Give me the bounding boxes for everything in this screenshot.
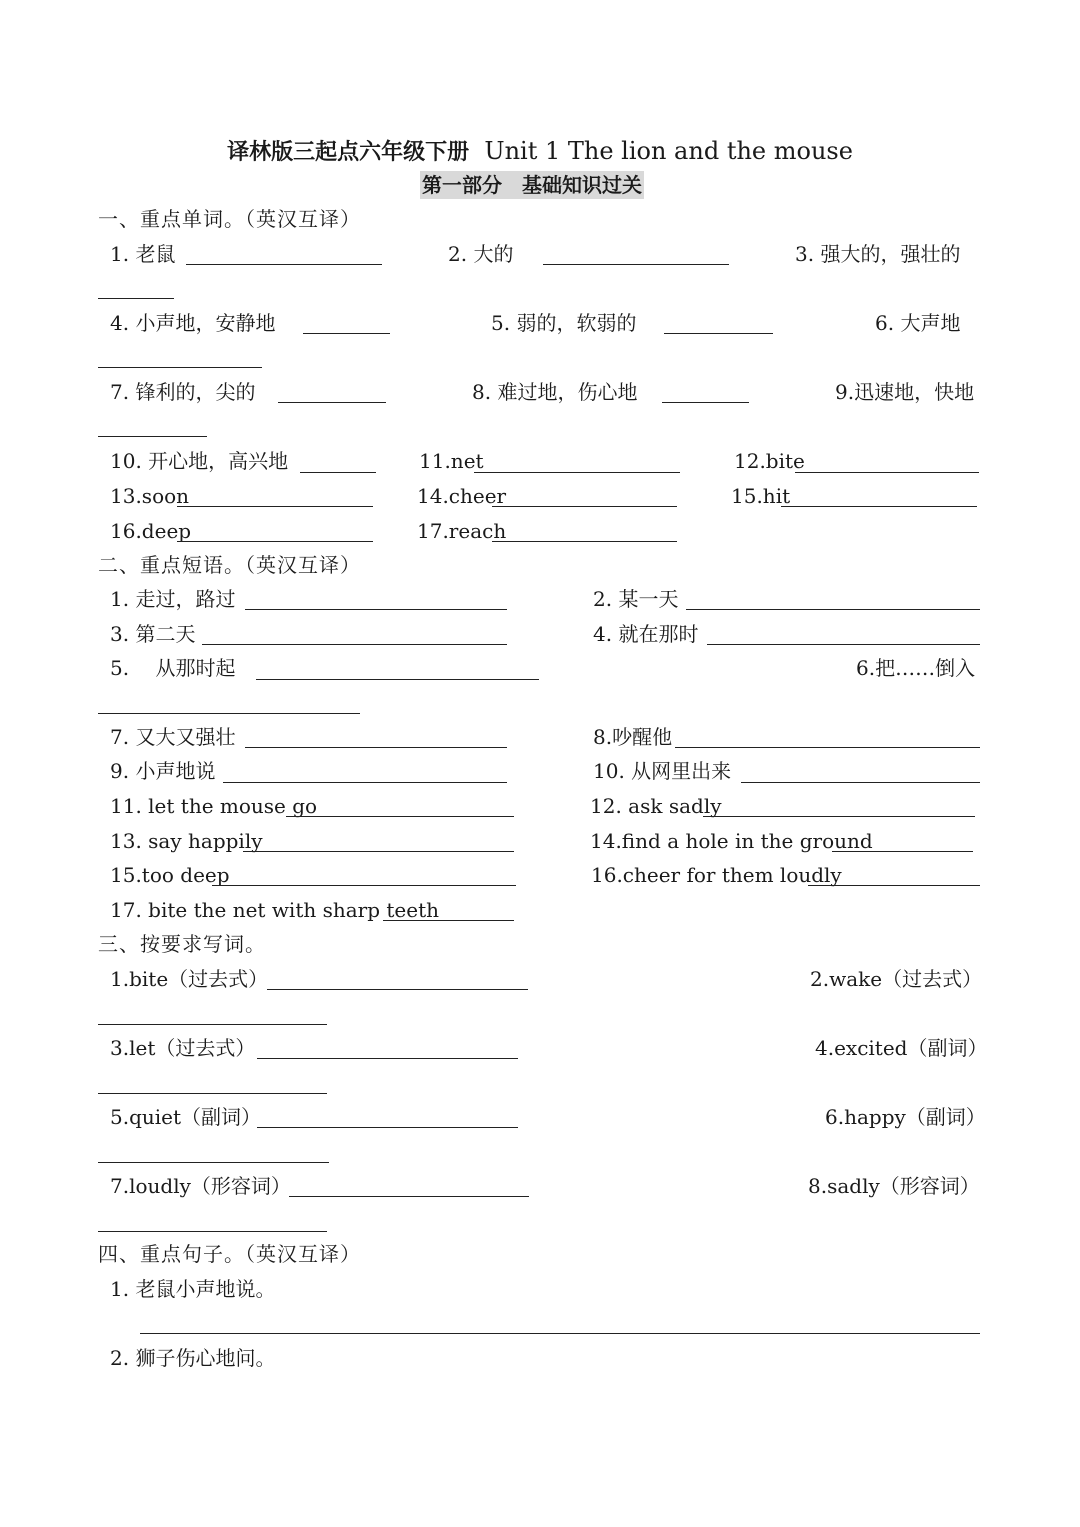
phrase-item-9: 9. 小声地说 bbox=[110, 759, 216, 783]
answer-blank[interactable] bbox=[492, 506, 677, 507]
word-item-10: 10. 开心地，高兴地 bbox=[110, 449, 289, 473]
answer-blank[interactable] bbox=[223, 782, 507, 783]
answer-blank[interactable] bbox=[212, 885, 516, 886]
form-item-4: 4.excited（副词） bbox=[815, 1036, 988, 1060]
answer-blank[interactable] bbox=[703, 816, 975, 817]
word-item-16: 16.deep bbox=[110, 519, 192, 543]
answer-blank[interactable] bbox=[664, 333, 773, 334]
phrase-item-13: 13. say happily bbox=[110, 829, 263, 853]
answer-blank[interactable] bbox=[140, 1333, 980, 1334]
form-item-8: 8.sadly（形容词） bbox=[808, 1174, 980, 1198]
answer-blank[interactable] bbox=[286, 816, 514, 817]
word-item-7: 7. 锋利的，尖的 bbox=[110, 380, 256, 404]
page-title bbox=[0, 136, 1080, 168]
answer-blank[interactable] bbox=[256, 679, 539, 680]
phrase-item-3: 3. 第二天 bbox=[110, 622, 196, 646]
phrase-item-12: 12. ask sadly bbox=[590, 794, 722, 818]
word-item-15: 15.hit bbox=[731, 484, 791, 508]
form-item-7: 7.loudly（形容词） bbox=[110, 1174, 291, 1198]
answer-blank[interactable] bbox=[98, 1231, 327, 1232]
answer-blank[interactable] bbox=[177, 541, 373, 542]
answer-blank[interactable] bbox=[202, 644, 507, 645]
answer-blank[interactable] bbox=[278, 402, 386, 403]
form-item-1: 1.bite（过去式） bbox=[110, 967, 269, 991]
answer-blank[interactable] bbox=[662, 402, 749, 403]
form-item-6: 6.happy（副词） bbox=[825, 1105, 986, 1129]
phrase-item-8: 8.吵醒他 bbox=[593, 725, 673, 749]
word-item-13: 13.soon bbox=[110, 484, 190, 508]
word-item-8: 8. 难过地，伤心地 bbox=[472, 380, 638, 404]
section-heading-sentences: 四、重点句子。（英汉互译） bbox=[98, 1242, 361, 1266]
phrase-item-11: 11. let the mouse go bbox=[110, 794, 318, 818]
word-item-3: 3. 强大的，强壮的 bbox=[795, 242, 961, 266]
word-item-5: 5. 弱的，软弱的 bbox=[491, 311, 637, 335]
phrase-item-10: 10. 从网里出来 bbox=[593, 759, 732, 783]
answer-blank[interactable] bbox=[257, 1058, 518, 1059]
answer-blank[interactable] bbox=[267, 989, 528, 990]
answer-blank[interactable] bbox=[303, 333, 390, 334]
answer-blank[interactable] bbox=[300, 472, 376, 473]
answer-blank[interactable] bbox=[707, 644, 980, 645]
answer-blank[interactable] bbox=[98, 298, 174, 299]
answer-blank[interactable] bbox=[98, 367, 262, 368]
title-cn: 译林版三起点六年级下册 bbox=[227, 140, 470, 165]
word-item-14: 14.cheer bbox=[417, 484, 507, 508]
phrase-item-1: 1. 走过，路过 bbox=[110, 587, 236, 611]
answer-blank[interactable] bbox=[98, 713, 360, 714]
answer-blank[interactable] bbox=[781, 506, 977, 507]
answer-blank[interactable] bbox=[186, 264, 382, 265]
phrase-item-15: 15.too deep bbox=[110, 863, 230, 887]
section-heading-phrases: 二、重点短语。（英汉互译） bbox=[98, 553, 361, 577]
answer-blank[interactable] bbox=[795, 472, 979, 473]
phrase-item-5: 5. 从那时起 bbox=[110, 656, 236, 680]
answer-blank[interactable] bbox=[492, 541, 677, 542]
answer-blank[interactable] bbox=[245, 609, 507, 610]
phrase-item-14: 14.find a hole in the ground bbox=[590, 829, 873, 853]
phrase-item-6: 6.把……倒入 bbox=[856, 656, 976, 680]
form-item-2: 2.wake（过去式） bbox=[810, 967, 983, 991]
part-label: 第一部分 基础知识过关 bbox=[422, 173, 642, 197]
word-item-12: 12.bite bbox=[734, 449, 805, 473]
answer-blank[interactable] bbox=[808, 885, 980, 886]
title-en: Unit 1 The lion and the mouse bbox=[484, 137, 853, 165]
answer-blank[interactable] bbox=[832, 851, 973, 852]
sentence-item-2: 2. 狮子伤心地问。 bbox=[110, 1346, 276, 1370]
answer-blank[interactable] bbox=[243, 851, 514, 852]
answer-blank[interactable] bbox=[98, 436, 207, 437]
word-item-4: 4. 小声地，安静地 bbox=[110, 311, 276, 335]
answer-blank[interactable] bbox=[98, 1024, 327, 1025]
sentence-item-1: 1. 老鼠小声地说。 bbox=[110, 1277, 276, 1301]
word-item-1: 1. 老鼠 bbox=[110, 242, 176, 266]
word-item-6: 6. 大声地 bbox=[875, 311, 961, 335]
answer-blank[interactable] bbox=[741, 782, 980, 783]
word-item-17: 17.reach bbox=[417, 519, 507, 543]
answer-blank[interactable] bbox=[98, 1162, 329, 1163]
phrase-item-4: 4. 就在那时 bbox=[593, 622, 699, 646]
answer-blank[interactable] bbox=[543, 264, 729, 265]
word-item-9: 9.迅速地，快地 bbox=[835, 380, 975, 404]
phrase-item-17: 17. bite the net with sharp teeth bbox=[110, 898, 440, 922]
answer-blank[interactable] bbox=[383, 920, 514, 921]
answer-blank[interactable] bbox=[289, 1196, 529, 1197]
answer-blank[interactable] bbox=[474, 472, 680, 473]
answer-blank[interactable] bbox=[245, 747, 507, 748]
form-item-5: 5.quiet（副词） bbox=[110, 1105, 262, 1129]
phrase-item-16: 16.cheer for them loudly bbox=[591, 863, 842, 887]
word-item-11: 11.net bbox=[419, 449, 484, 473]
answer-blank[interactable] bbox=[686, 609, 980, 610]
form-item-3: 3.let（过去式） bbox=[110, 1036, 256, 1060]
section-heading-forms: 三、按要求写词。 bbox=[98, 932, 266, 956]
word-item-2: 2. 大的 bbox=[448, 242, 514, 266]
answer-blank[interactable] bbox=[257, 1127, 518, 1128]
answer-blank[interactable] bbox=[675, 747, 980, 748]
answer-blank[interactable] bbox=[98, 1093, 327, 1094]
phrase-item-7: 7. 又大又强壮 bbox=[110, 725, 236, 749]
section-heading-words: 一、重点单词。（英汉互译） bbox=[98, 207, 361, 231]
phrase-item-2: 2. 某一天 bbox=[593, 587, 679, 611]
answer-blank[interactable] bbox=[177, 506, 373, 507]
